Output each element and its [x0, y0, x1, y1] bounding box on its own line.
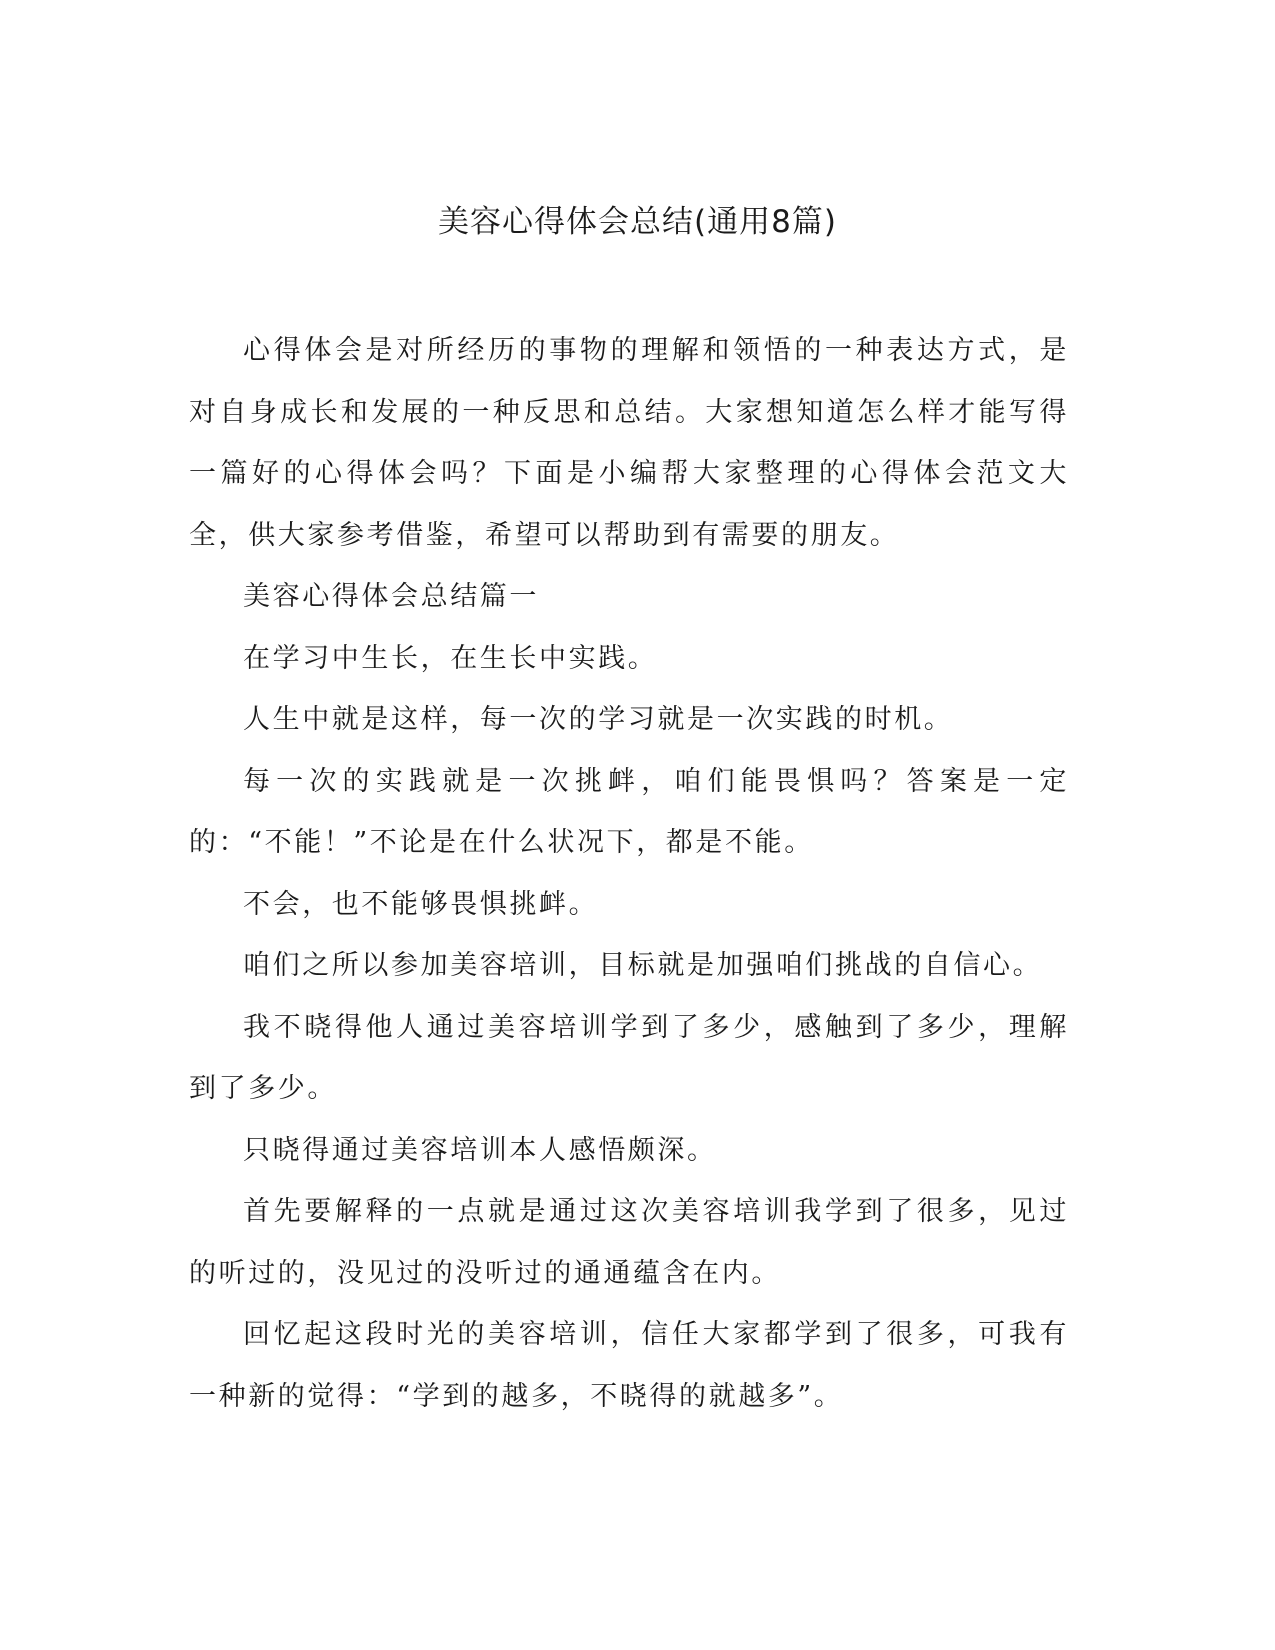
- body-paragraph: 我不晓得他人通过美容培训学到了多少，感触到了多少，理解到了多少。: [189, 1011, 1069, 1104]
- body-paragraph: 首先要解释的一点就是通过这次美容培训我学到了很多，见过的听过的，没见过的没听过的通通蕴含在内。: [189, 1196, 1069, 1289]
- document-title: 美容心得体会总结(通用8篇): [438, 204, 837, 240]
- body-paragraph: 只晓得通过美容培训本人感悟颇深。: [243, 1134, 717, 1166]
- body-paragraph: 在学习中生长，在生长中实践。: [243, 642, 658, 674]
- document-body: [189, 320, 1069, 1427]
- body-paragraph: 咱们之所以参加美容培训，目标就是加强咱们挑战的自信心。: [243, 950, 1043, 981]
- intro-paragraph: 心得体会是对所经历的事物的理解和领悟的一种表达方式，是对自身成长和发展的一种反思和总结。大家想知道怎么样才能写得一篇好的心得体会吗？下面是小编帮大家整理的心得体会范文大全，供大家参考借鉴，希望可以帮助到有需要的朋友。: [189, 335, 1069, 551]
- body-paragraph: 人生中就是这样，每一次的学习就是一次实践的时机。: [243, 704, 954, 735]
- section-heading: 美容心得体会总结篇一: [243, 581, 539, 612]
- body-paragraph: 回忆起这段时光的美容培训，信任大家都学到了很多，可我有一种新的觉得：“学到的越多，不晓得的就越多”。: [189, 1319, 1069, 1412]
- body-paragraph: 每一次的实践就是一次挑衅，咱们能畏惧吗？答案是一定的：“不能！”不论是在什么状况下，都是不能。: [189, 765, 1069, 858]
- body-paragraph: 不会，也不能够畏惧挑衅。: [243, 888, 599, 920]
